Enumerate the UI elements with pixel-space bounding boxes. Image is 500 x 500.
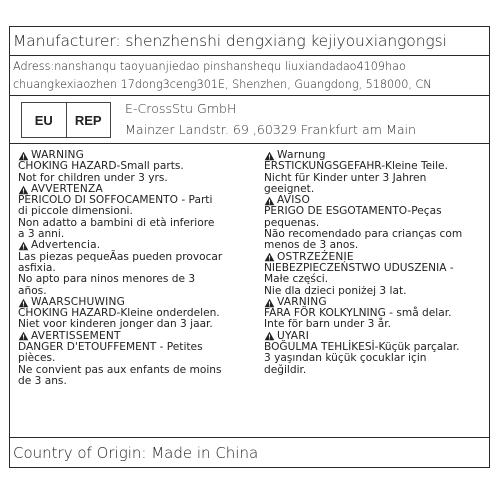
- warnings-right-column: [264, 150, 486, 376]
- warning-title: AVVERTENZA: [31, 182, 103, 195]
- warning-triangle-icon: [264, 151, 275, 161]
- manufacturer-row: Manufacturer: shenzhenshi dengxiang kejiyouxiangongsi: [9, 26, 490, 56]
- warning-line: Nicht für Kinder unter 3 Jahren: [264, 171, 427, 184]
- warning-line: pequenas.: [264, 216, 320, 229]
- warning-title: OSTRZEŻENIE: [277, 250, 354, 263]
- warning-title: AVERTISSEMENT: [31, 329, 121, 342]
- warning-block: [264, 297, 486, 331]
- warning-block: [18, 150, 253, 184]
- warning-line: asfixia.: [18, 261, 56, 274]
- ec-rep-details: [125, 98, 416, 140]
- warning-triangle-icon: [18, 185, 29, 195]
- warning-line: 3 yaşından küçük çocuklar için: [264, 352, 427, 365]
- address-line-2: chuangkexiaozhen 17dong3ceng301E, Shenzhen, Guangdong, 518000, CN: [13, 78, 432, 91]
- warning-line: pièces.: [18, 352, 56, 365]
- warning-triangle-icon: [264, 252, 275, 262]
- warning-line: PERICOLO DI SOFFOCAMENTO - Parti: [18, 194, 213, 207]
- ec-rep-address: Mainzer Landstr. 69 ,60329 Frankfurt am Main: [125, 122, 417, 137]
- warning-line: BOĞULMA TEHLİKESİ-Küçük parçalar.: [264, 341, 460, 354]
- warning-line: años.: [18, 284, 47, 297]
- warning-block: [18, 331, 253, 387]
- warning-line: Las piezas pequeÃas pueden provocar: [18, 250, 223, 263]
- ec-rep-eu-label: EU: [34, 112, 53, 128]
- warning-title: WAARSCHUWING: [31, 295, 126, 308]
- warning-line: Ne convient pas aux enfants de moins: [18, 363, 222, 376]
- warning-line: Não recomendado para crianças com: [264, 228, 463, 241]
- ec-rep-symbol: [21, 102, 111, 138]
- warning-triangle-icon: [18, 298, 29, 308]
- warnings-left-column: [18, 150, 253, 387]
- warning-title: WARNING: [31, 149, 85, 161]
- warning-triangle-icon: [18, 241, 29, 251]
- warning-block: [18, 240, 253, 296]
- warning-block: [264, 195, 486, 251]
- warning-line: CHOKING HAZARD-Kleine onderdelen.: [18, 307, 220, 320]
- warning-block: [264, 150, 486, 195]
- warning-line: menos de 3 anos.: [264, 239, 359, 252]
- warning-line: geeignet.: [264, 182, 315, 195]
- warning-line: FARA FÖR KOLKYLNING - små delar.: [264, 307, 452, 320]
- warning-line: CHOKING HAZARD-Small parts.: [18, 160, 184, 173]
- warning-line: de 3 ans.: [18, 374, 67, 387]
- warning-title: AVISO: [277, 194, 311, 207]
- warning-line: değildir.: [264, 363, 307, 376]
- warning-title: VARNING: [277, 295, 327, 308]
- warning-line: PERIGO DE ESGOTAMENTO-Peças: [264, 205, 442, 218]
- warning-block: [18, 297, 253, 331]
- warning-line: a 3 anni.: [18, 228, 65, 241]
- warning-triangle-icon: [18, 331, 29, 341]
- warning-line: No apto para ninos menores de 3: [18, 273, 196, 286]
- warning-block: [264, 252, 486, 297]
- country-of-origin-row: Country of Origin: Made in China: [9, 437, 490, 468]
- address-line-1: Adress:nanshanqu taoyuanjiedao pinshanshequ liuxiandadao4109hao: [13, 60, 406, 73]
- warning-line: di piccole dimensioni.: [18, 205, 133, 218]
- warning-title: UYARI: [277, 329, 310, 342]
- ec-rep-row: [9, 96, 490, 144]
- warning-heading: [18, 240, 253, 251]
- address-row: [9, 56, 490, 96]
- ec-rep-rep-label: REP: [66, 103, 111, 137]
- warning-line: Inte för barn under 3 år.: [264, 318, 392, 331]
- ec-rep-company: E-CrossStu GmbH: [125, 101, 237, 116]
- warning-line: ERSTICKUNGSGEFAHR-Kleine Teile.: [264, 160, 448, 173]
- warning-line: Niet voor kinderen jonger dan 3 jaar.: [18, 318, 213, 331]
- warning-triangle-icon: [264, 331, 275, 341]
- warning-title: Advertencia.: [31, 239, 101, 252]
- warning-line: Not for children under 3 yrs.: [18, 171, 168, 184]
- warning-line: DANGER D'ETOUFFEMENT - Petites: [18, 341, 203, 354]
- warning-line: Małe części.: [264, 273, 329, 286]
- warning-triangle-icon: [18, 151, 29, 161]
- warning-title: Warnung: [277, 149, 326, 161]
- warning-block: [264, 331, 486, 376]
- warning-line: Non adatto a bambini di età inferiore: [18, 216, 215, 229]
- warning-triangle-icon: [264, 298, 275, 308]
- warning-block: [18, 184, 253, 240]
- warning-line: NIEBEZPIECZEŃSTWO UDUSZENIA -: [264, 261, 454, 274]
- warning-line: Nie dla dzieci poniżej 3 lat.: [264, 284, 407, 297]
- warning-triangle-icon: [264, 196, 275, 206]
